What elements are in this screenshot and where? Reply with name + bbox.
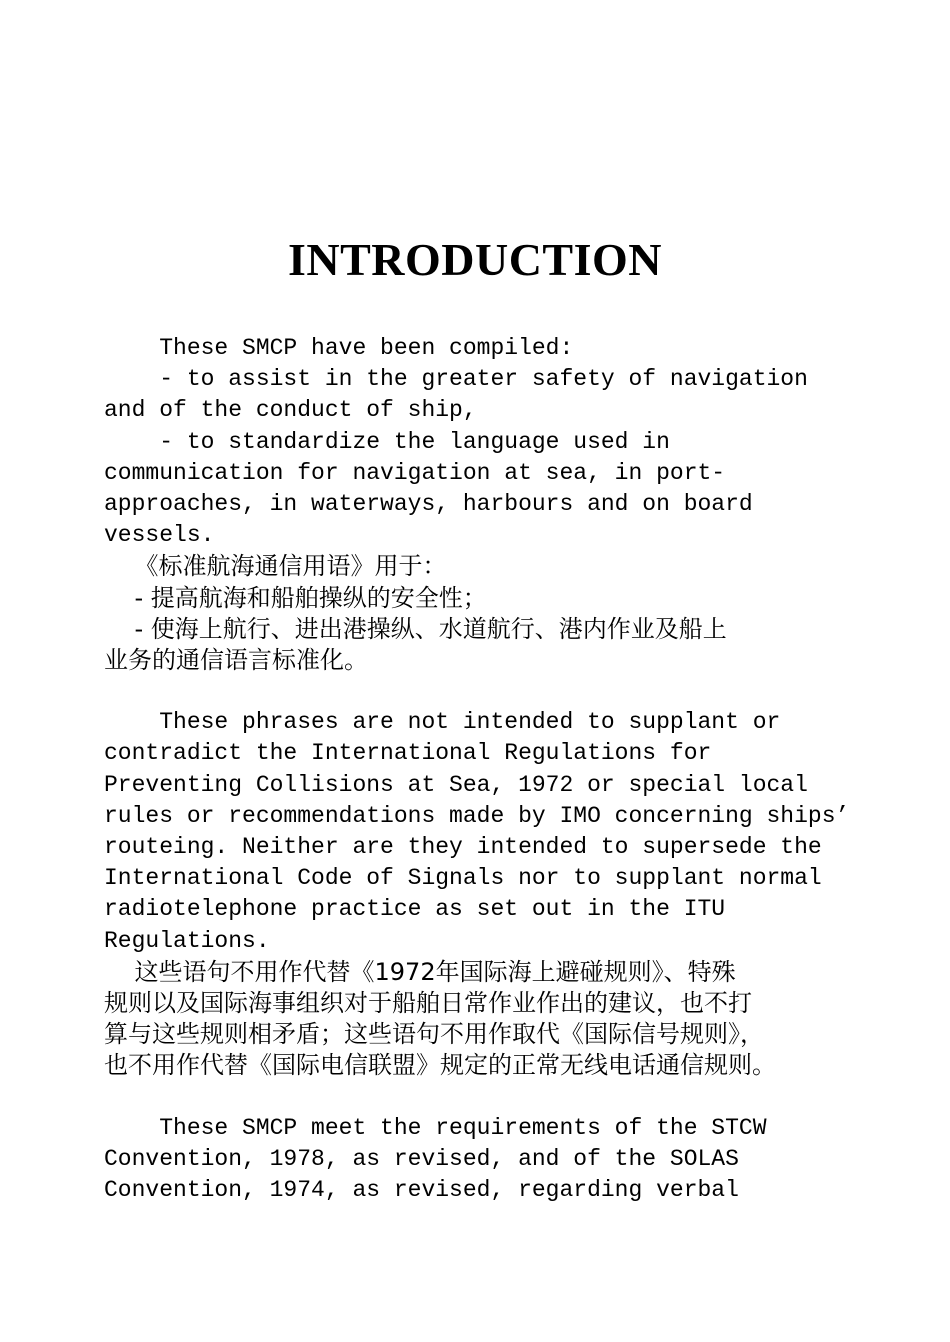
body-line: Convention, 1978, as revised, and of the SOLAS [104, 1145, 739, 1172]
body-line: International Code of Signals nor to supplant normal [104, 865, 822, 892]
body-line: approaches, in waterways, harbours and on board [104, 490, 753, 517]
body-line-chinese: 业务的通信语言标准化。 [104, 645, 368, 674]
body-line: vessels. [104, 522, 215, 549]
blank-line [104, 676, 864, 707]
body-line: contradict the International Regulations for [104, 740, 712, 767]
body-line-chinese: 也不用作代替《国际电信联盟》规定的正常无线电话通信规则。 [104, 1051, 776, 1080]
body-line: Preventing Collisions at Sea, 1972 or special local [104, 771, 808, 798]
body-line: communication for navigation at sea, in port- [104, 459, 726, 486]
body-line-chinese: 算与这些规则相矛盾；这些语句不用作取代《国际信号规则》， [104, 1020, 764, 1049]
body-line-chinese: - 使海上航行、进出港操纵、水道航行、港内作业及船上 [104, 614, 727, 643]
body-line-chinese: 《标准航海通信用语》用于： [104, 552, 447, 581]
body-line: - to assist in the greater safety of navigation [104, 366, 808, 393]
body-line: These SMCP meet the requirements of the STCW [104, 1114, 767, 1141]
body-line: radiotelephone practice as set out in the ITU [104, 896, 726, 923]
body-line: routeing. Neither are they intended to supersede the [104, 834, 822, 860]
body-line: Regulations. [104, 927, 270, 954]
document-body [104, 333, 864, 1206]
body-line: These SMCP have been compiled: [104, 335, 574, 361]
body-line: Convention, 1974, as revised, regarding verbal [104, 1177, 739, 1204]
body-line: - to standardize the language used in [104, 428, 670, 455]
body-line: rules or recommendations made by IMO concerning ships’ [104, 802, 850, 829]
page-title: INTRODUCTION [287, 234, 663, 285]
body-line-chinese: 这些语句不用作代替《1972年国际海上避碰规则》、特殊 [104, 957, 736, 986]
body-line: These phrases are not intended to supplant or [104, 709, 781, 736]
blank-line [104, 1082, 864, 1113]
body-line-chinese: 规则以及国际海事组织对于船舶日常作业作出的建议，也不打 [104, 988, 752, 1017]
body-line: and of the conduct of ship, [104, 397, 477, 424]
body-line-chinese: - 提高航海和船舶操纵的安全性； [104, 583, 487, 612]
